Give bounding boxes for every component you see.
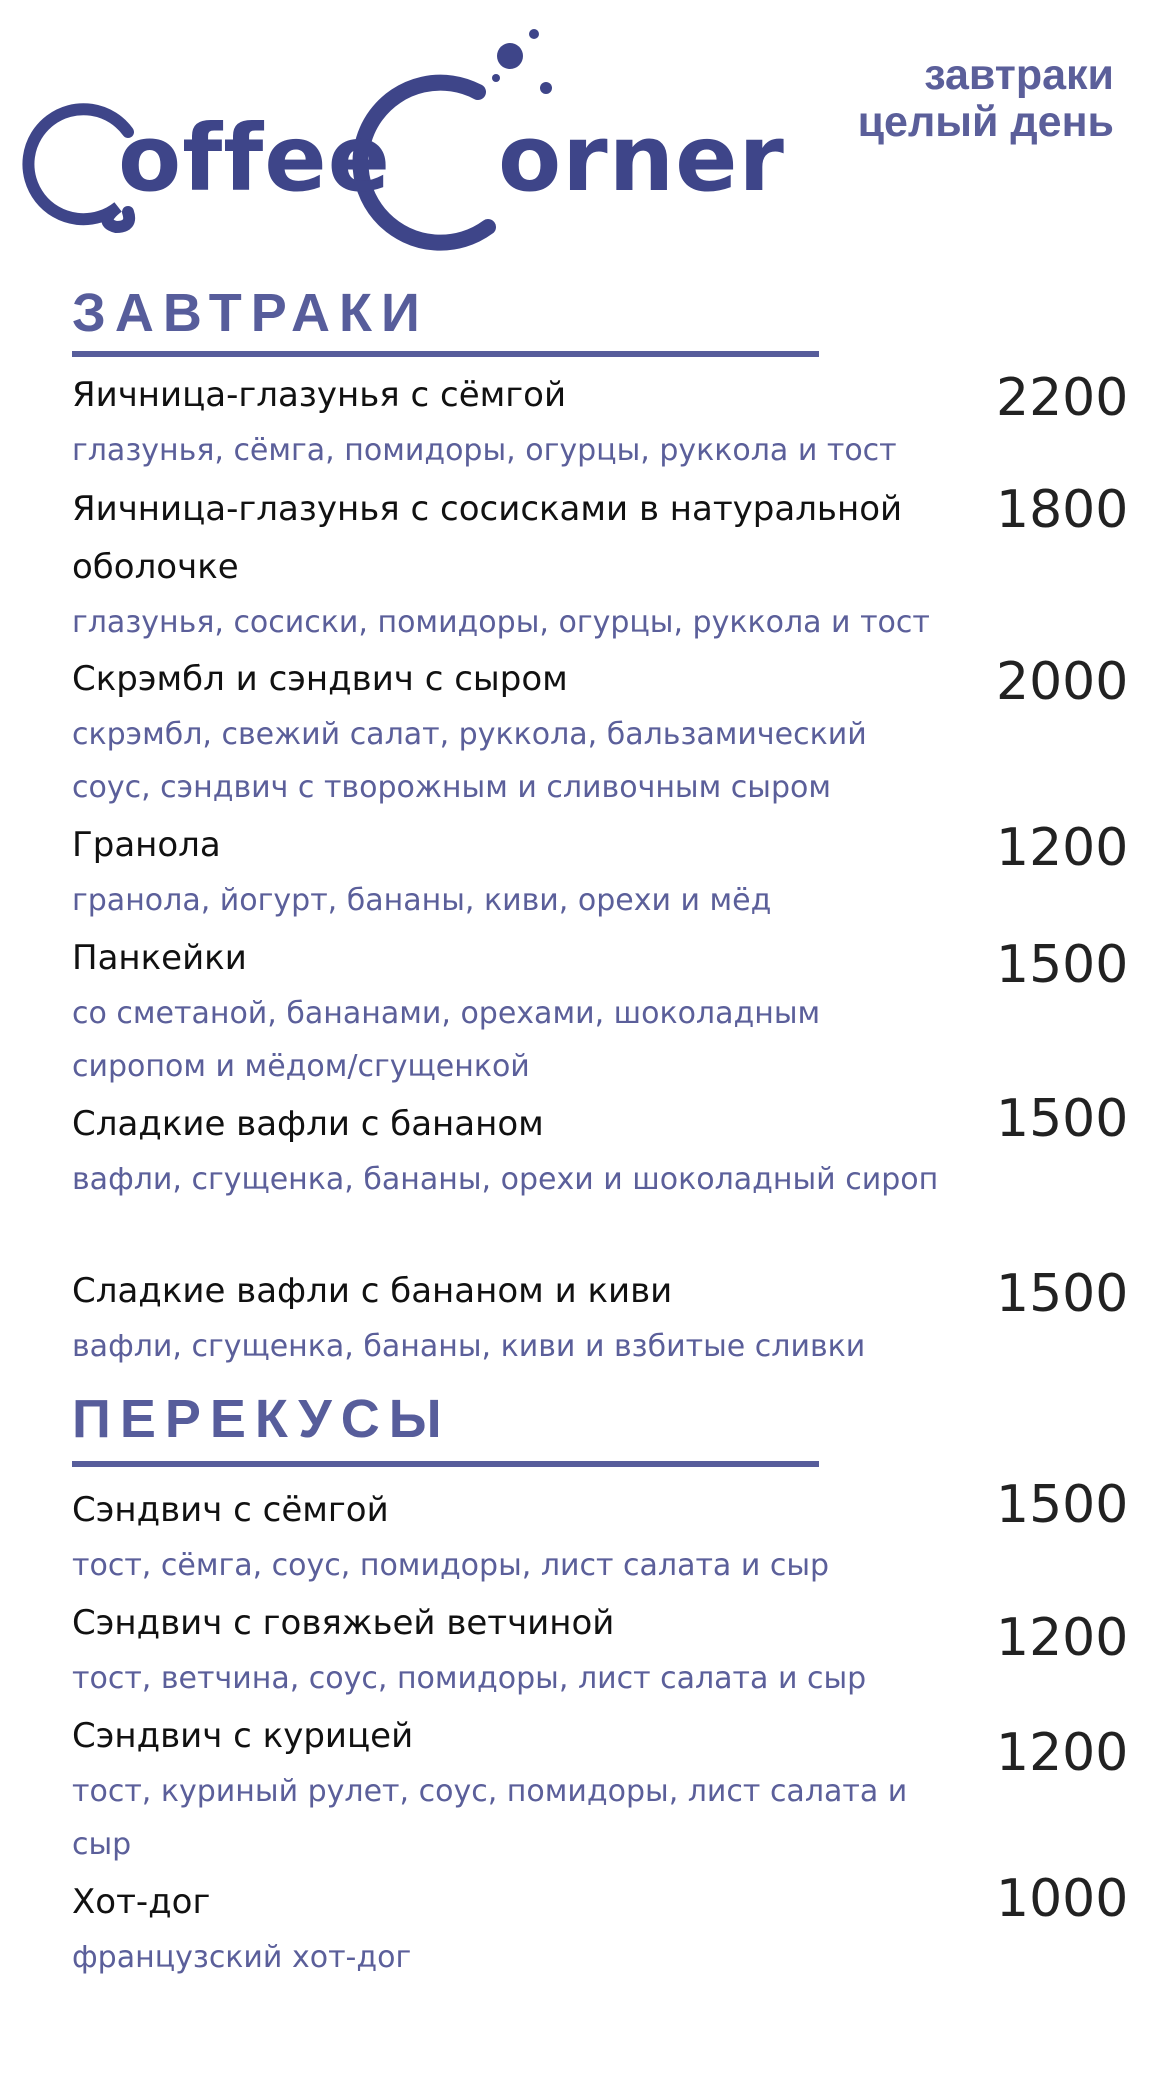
menu-item [72, 480, 1129, 649]
item-description: французский хот-дог [72, 1940, 412, 1975]
coffee-corner-logo [58, 22, 785, 252]
section-title: ЗАВТРАКИ [72, 283, 429, 343]
tagline-line-1: завтраки [924, 51, 1114, 99]
item-name: Сэндвич с говяжьей ветчиной [72, 1603, 615, 1643]
item-description: со сметаной, бананами, орехами, шоколадным сиропом и мёдом/сгущенкой [72, 996, 821, 1084]
item-price: 1000 [996, 1869, 1129, 1929]
item-name: Яичница-глазунья с сёмгой [72, 375, 567, 415]
menu-item [72, 650, 1129, 814]
ink-splash-dot [497, 43, 523, 69]
section-title: ПЕРЕКУСЫ [72, 1389, 451, 1449]
item-description: тост, ветчина, соус, помидоры, лист салата и сыр [72, 1661, 867, 1696]
item-description: глазунья, сёмга, помидоры, огурцы, руккола и тост [72, 433, 897, 468]
menu-item [72, 816, 1129, 927]
ink-splash-dot [492, 74, 500, 82]
item-name: Панкейки [72, 938, 247, 978]
item-name: Сладкие вафли с бананом [72, 1104, 544, 1144]
item-name: Сладкие вафли с бананом и киви [72, 1271, 673, 1311]
section-divider [72, 351, 819, 357]
tagline-line-2: целый день [857, 98, 1114, 146]
logo-text-coffee: offee [118, 105, 392, 212]
item-price: 2000 [996, 652, 1129, 712]
menu-item [72, 366, 1129, 477]
item-description: вафли, сгущенка, бананы, орехи и шоколадный сироп [72, 1162, 939, 1197]
item-name: Скрэмбл и сэндвич с сыром [72, 659, 568, 699]
section-snacks [72, 1389, 1112, 1467]
menu-item [72, 929, 1129, 1093]
menu-item [72, 1262, 1129, 1373]
logo-text-corner: orner [498, 105, 785, 212]
menu-item [72, 1594, 1129, 1705]
item-price: 1500 [996, 935, 1129, 995]
item-price: 2200 [996, 368, 1129, 428]
item-price: 1200 [996, 818, 1129, 878]
item-price: 1200 [996, 1608, 1129, 1668]
item-name: Гранола [72, 825, 221, 865]
item-price: 1800 [996, 480, 1129, 540]
menu-item [72, 1707, 1129, 1871]
item-name: Сэндвич с сёмгой [72, 1490, 389, 1530]
tagline [754, 52, 1114, 146]
item-name: Сэндвич с курицей [72, 1716, 414, 1756]
section-divider [72, 1461, 819, 1467]
menu-item [72, 1089, 1129, 1206]
ink-splash-dot [540, 82, 552, 94]
menu-item [72, 1475, 1129, 1592]
item-description: тост, сёмга, соус, помидоры, лист салата и сыр [72, 1548, 830, 1583]
item-description: глазунья, сосиски, помидоры, огурцы, руккола и тост [72, 605, 930, 640]
item-price: 1200 [996, 1723, 1129, 1783]
item-price: 1500 [996, 1475, 1129, 1535]
item-price: 1500 [996, 1089, 1129, 1149]
item-name: Хот-дог [72, 1882, 211, 1922]
item-description: гранола, йогурт, бананы, киви, орехи и мёд [72, 883, 772, 918]
item-price: 1500 [996, 1264, 1129, 1324]
item-name: Яичница-глазунья с сосисками в натуральной оболочке [72, 489, 903, 587]
item-description: вафли, сгущенка, бананы, киви и взбитые сливки [72, 1329, 866, 1364]
menu-item [72, 1869, 1129, 1984]
section-breakfast [72, 283, 1112, 357]
logo-swirl-mark [28, 109, 129, 227]
item-description: тост, куриный рулет, соус, помидоры, лист салата и сыр [72, 1774, 908, 1862]
item-description: скрэмбл, свежий салат, руккола, бальзамический соус, сэндвич с творожным и сливочным сыром [72, 717, 867, 805]
ink-splash-dot [529, 29, 539, 39]
